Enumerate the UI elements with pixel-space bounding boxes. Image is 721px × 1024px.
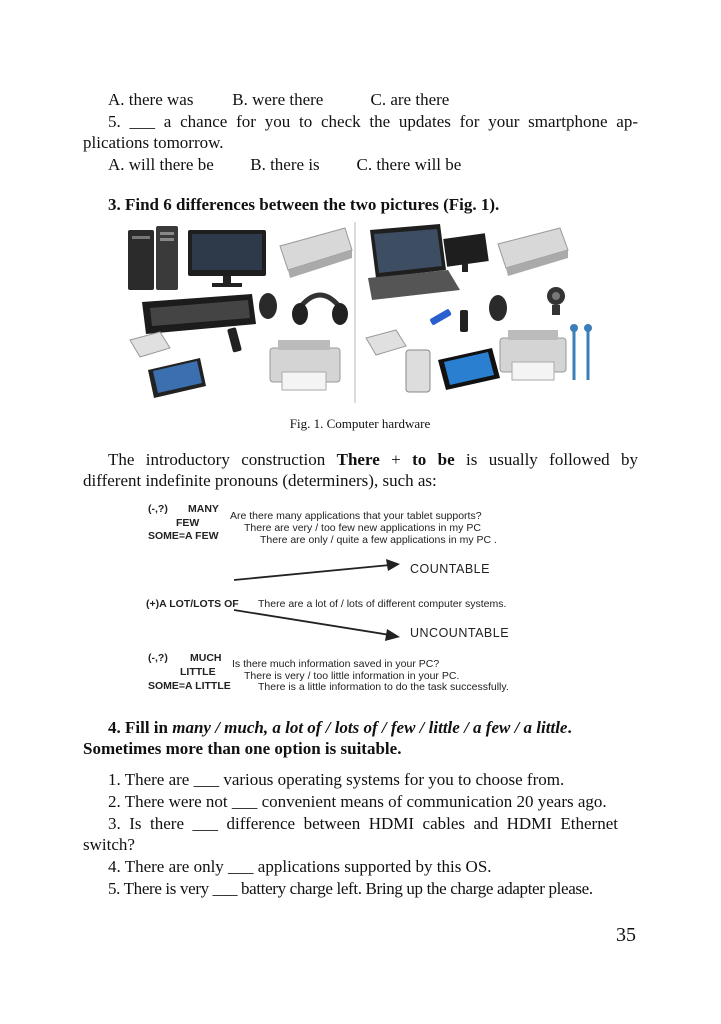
keyboard-icon (142, 294, 256, 334)
intro-text-2: is usually followed by (454, 450, 638, 469)
intro-to-be: to be (412, 450, 455, 469)
right-picture (366, 224, 592, 392)
task-4-item-4: 4. There are only ___ applications supported by this OS. (108, 857, 492, 876)
question-5-line1: 5. ___ a chance for you to check the updates for your smartphone ap- (108, 112, 638, 131)
option-c: C. are there (370, 90, 450, 109)
label-a-lot-lots-of: (+)A LOT/LOTS OF (146, 598, 239, 610)
question-label-bottom: (-,?) (148, 652, 168, 664)
label-countable: COUNTABLE (410, 562, 490, 576)
task-4-heading-suffix: . (567, 718, 572, 737)
intro-plus: + (379, 450, 413, 469)
arrowhead-uncountable (385, 629, 400, 641)
arrow-to-countable (234, 565, 390, 580)
label-much: MUCH (190, 652, 222, 664)
arrowhead-countable (386, 559, 400, 571)
flash-drive-icon (227, 327, 242, 353)
label-some-a-few: SOME=A FEW (148, 530, 219, 542)
question-5-line2: plications tomorrow. (83, 133, 224, 152)
example-few: There are very / too few new applications in my PC (244, 522, 481, 534)
earphones-icon (570, 324, 592, 380)
intro-there: There (336, 450, 380, 469)
label-few: FEW (176, 517, 200, 529)
computer-hardware-figure (120, 220, 600, 405)
answer-options-q4 (108, 90, 449, 110)
option-a: A. there was (108, 90, 194, 109)
question-label-top: (-,?) (148, 503, 168, 515)
hard-drive-icon (130, 332, 170, 357)
example-much: Is there much information saved in your PC? (232, 658, 440, 670)
answer-options-q5 (108, 155, 461, 175)
mouse-icon (259, 293, 277, 319)
tablet-icon (148, 358, 206, 398)
task-4-item-3: 3. Is there ___ difference between HDMI cables and HDMI Ethernet (108, 814, 618, 833)
mouse-icon (489, 295, 507, 321)
example-many: Are there many applications that your tablet supports? (230, 510, 482, 522)
laptop-icon (368, 224, 460, 300)
left-picture (128, 226, 352, 398)
task-4-item-5: 5. There is very ___ battery charge left. Bring up the charge adapter please. (108, 879, 593, 898)
option-b: B. were there (232, 90, 324, 109)
label-little: LITTLE (180, 666, 216, 678)
task-4-item-3-cont: switch? (83, 835, 135, 854)
intro-line-2: different indefinite pronouns (determiners), such as: (83, 471, 437, 490)
example-little: There is very / too little information in your PC. (244, 670, 460, 682)
example-a-few: There are only / quite a few applications in my PC . (260, 534, 497, 546)
smartphone-icon (406, 350, 430, 392)
task-4-item-1: 1. There are ___ various operating systems for you to choose from. (108, 770, 565, 789)
task-4-heading-prefix: 4. Fill in (108, 718, 173, 737)
printer-icon (500, 330, 566, 380)
monitor-icon (443, 233, 488, 272)
option-a: A. will there be (108, 155, 214, 174)
pc-tower-icon (128, 226, 178, 290)
webcam-icon (547, 287, 565, 315)
scanner-icon (280, 228, 352, 278)
arrow-to-uncountable (234, 610, 390, 635)
monitor-icon (188, 230, 266, 287)
example-a-little: There is a little information to do the task successfully. (258, 681, 509, 693)
scanner-icon (498, 228, 568, 276)
intro-text-1: The introductory construction (108, 450, 337, 469)
page-number: 35 (616, 924, 636, 946)
hard-drive-icon (366, 330, 406, 355)
headphones-icon (292, 295, 348, 325)
figure-caption: Fig. 1. Computer hardware (289, 416, 431, 431)
task-4-options: many / much, a lot of / lots of / few / little / a few / a little (172, 718, 568, 737)
label-uncountable: UNCOUNTABLE (410, 626, 510, 640)
task-4-heading-line2: Sometimes more than one option is suitable. (83, 739, 402, 758)
flash-drive-icon (429, 309, 452, 326)
tablet-icon (438, 348, 500, 390)
example-a-lot: There are a lot of / lots of different computer systems. (258, 598, 507, 610)
printer-icon (270, 340, 340, 390)
option-c: C. there will be (356, 155, 462, 174)
label-some-a-little: SOME=A LITTLE (148, 680, 231, 692)
task-4-heading (108, 718, 572, 738)
option-b: B. there is (250, 155, 320, 174)
intro-line-1 (108, 450, 638, 470)
task-3-heading: 3. Find 6 differences between the two pictures (Fig. 1). (108, 195, 500, 214)
label-many: MANY (188, 503, 219, 515)
flash-drive-icon (460, 310, 468, 332)
task-4-item-2: 2. There were not ___ convenient means of communication 20 years ago. (108, 792, 607, 811)
